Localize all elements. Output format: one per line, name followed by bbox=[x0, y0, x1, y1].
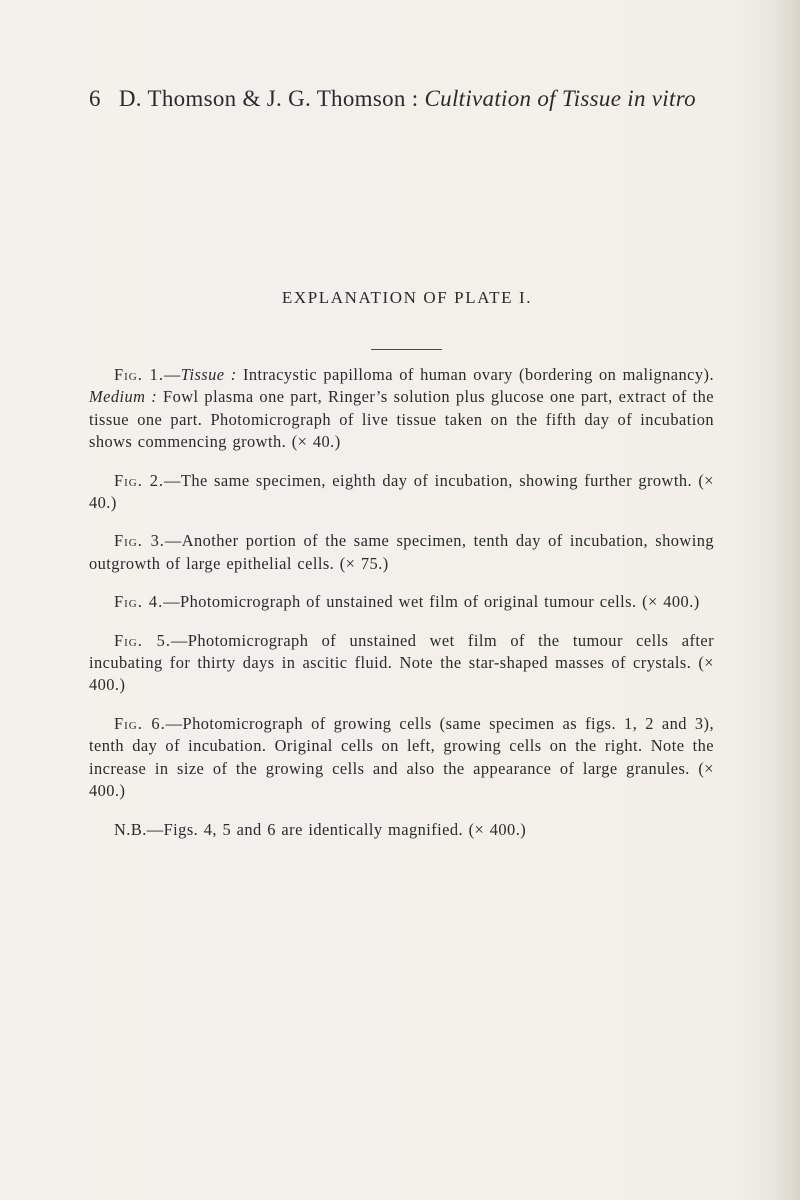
caption-fig-3 bbox=[89, 530, 714, 575]
caption-fig-6 bbox=[89, 713, 714, 803]
fig-label: Fig. 5. bbox=[114, 630, 171, 650]
fig-label: Fig. 6. bbox=[114, 713, 166, 733]
fig-label: Fig. 2. bbox=[114, 470, 165, 490]
caption-fig-5 bbox=[89, 630, 714, 697]
fig-label: Fig. 4. bbox=[114, 592, 164, 612]
caption-fig-1: Fig. 1.—Tissue : Intracystic papilloma of human ovary (bordering on malignancy). Medium : Fowl plasma one part, Ringer’s solution plus glucose one part, extract of the tissue one part. Photomicrograph of live tissue taken on the fifth day of incubation shows commencing growth. (× 40.) bbox=[89, 365, 714, 452]
figure-captions bbox=[89, 364, 714, 857]
caption-text: —The same specimen, eighth day of incubation, showing further growth. (× 40.) bbox=[89, 470, 715, 513]
page-number: 6 bbox=[89, 86, 101, 111]
caption-text: —Another portion of the same specimen, tenth day of incubation, showing outgrowth of large epithelial cells. (× 75.) bbox=[89, 531, 714, 573]
fig-label: Fig. 3. bbox=[114, 531, 165, 551]
caption-fig-2 bbox=[89, 470, 714, 515]
divider-rule bbox=[371, 349, 442, 350]
magnification-note: N.B.—Figs. 4, 5 and 6 are identically magnified. (× 400.) bbox=[114, 819, 527, 839]
article-title: Cultivation of Tissue in vitro bbox=[424, 86, 696, 111]
fig-label: Fig. 1. bbox=[114, 365, 164, 384]
plate-heading: EXPLANATION OF PLATE I. bbox=[281, 288, 533, 307]
running-header bbox=[89, 86, 696, 112]
caption-text: —Photomicrograph of unstained wet film of the tumour cells after incubating for thirty days in ascitic fluid. Note the star-shaped masses of crystals. (× 400.) bbox=[89, 630, 714, 695]
authors: D. Thomson & J. G. Thomson : bbox=[118, 86, 419, 111]
caption-text: —Photomicrograph of growing cells (same specimen as figs. 1, 2 and 3), tenth day of incubation. Original cells on left, growing cells on the right. Note the increase in size of the growing cells and also the appearance of large granules. (× 400.) bbox=[89, 713, 714, 801]
caption-fig-4 bbox=[89, 591, 714, 613]
medium-label: Medium : bbox=[89, 387, 158, 407]
caption-text: —Photomicrograph of unstained wet film of original tumour cells. (× 400.) bbox=[163, 592, 700, 612]
medium-text: Fowl plasma one part, Ringer’s solution plus glucose one part, extract of the tissue one part. Photomicrograph of live tissue taken on the fifth day of incubation shows commencing growth. (× 40.) bbox=[89, 387, 714, 452]
tissue-label: Tissue : bbox=[180, 365, 237, 384]
tissue-text: Intracystic papilloma of human ovary (bordering on malignancy). bbox=[236, 365, 714, 384]
